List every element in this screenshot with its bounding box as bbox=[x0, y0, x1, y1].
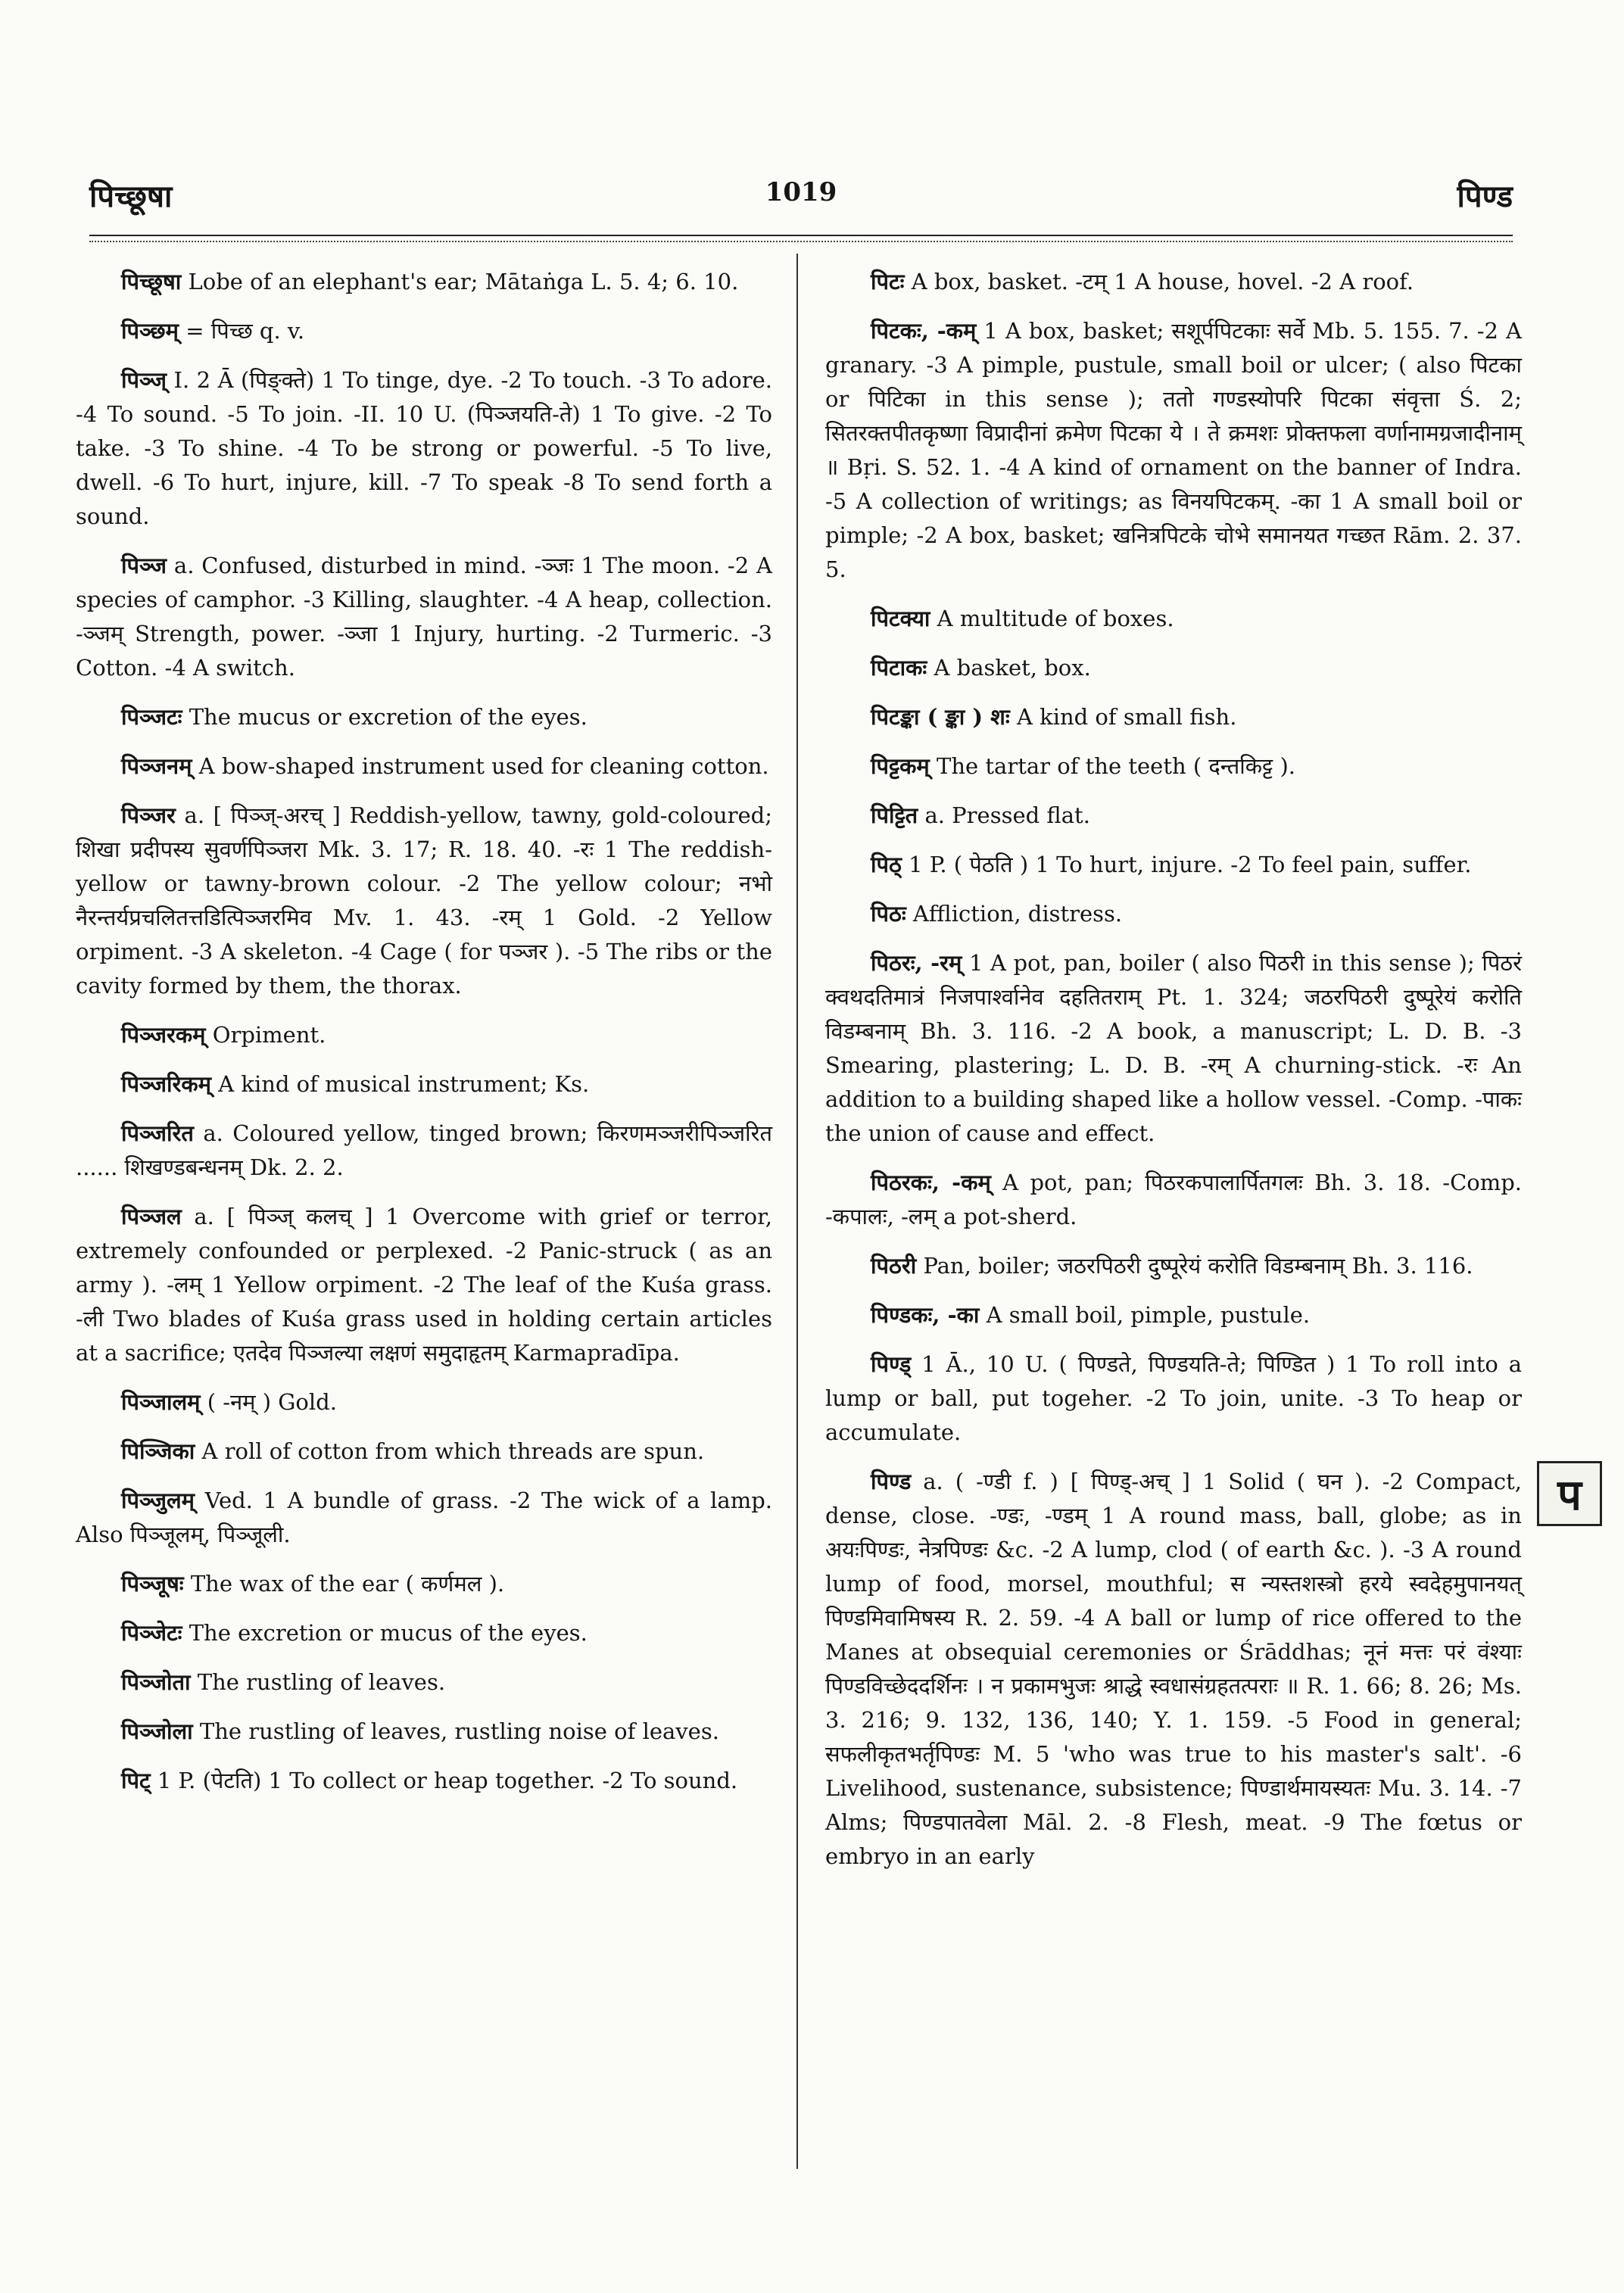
entry-text: a. [ पिञ्ज्-अरच् ] Reddish-yellow, tawny, gold-coloured; शिखा प्रदीपस्य सुवर्णपिञ्जरा Mk. 3. 17; R. 18. 40. -रः 1 The reddish-yellow or tawny-brown colour. -2 The yellow colour; नभो नैरन्तर्यप्रचलितत्तडित्पिञ्जरमिव Mv. 1. 43. -रम् 1 Gold. -2 Yellow orpiment. -3 A skeleton. -4 Cage ( for पञ्जर ). -5 The ribs or the cavity formed by them, the thorax. bbox=[76, 802, 773, 999]
headword: पिञ्जर bbox=[121, 802, 176, 828]
dictionary-entry bbox=[825, 946, 1522, 1151]
dictionary-entry bbox=[76, 1567, 772, 1601]
page-header bbox=[89, 174, 1513, 220]
dictionary-entry bbox=[76, 1616, 772, 1650]
headword: पिञ्जनम् bbox=[121, 753, 192, 779]
dictionary-entry bbox=[825, 1347, 1522, 1450]
headword: पिञ्जिका bbox=[121, 1438, 195, 1464]
headword: पिञ्ज bbox=[121, 553, 167, 578]
entry-text: 1 P. (पेटति) 1 To collect or heap together. -2 To sound. bbox=[157, 1768, 738, 1793]
dictionary-entry bbox=[825, 700, 1522, 734]
entry-text: Ved. 1 A bundle of grass. -2 The wick of a lamp. Also पिञ्जूलम्, पिञ्जूली. bbox=[76, 1488, 772, 1547]
headword: पिञ्जोता bbox=[121, 1669, 191, 1695]
entry-text: Pan, boiler; जठरपिठरी दुष्पूरेयं करोति विडम्बनाम् Bh. 3. 116. bbox=[923, 1253, 1473, 1279]
headword: पिटाकः bbox=[871, 655, 927, 681]
dictionary-entry bbox=[825, 897, 1522, 931]
dictionary-entry bbox=[76, 1067, 772, 1101]
headword: पिण्डकः, -का bbox=[871, 1302, 980, 1328]
dictionary-entry bbox=[76, 314, 772, 348]
headword: पिठरी bbox=[871, 1253, 917, 1279]
entry-text: A basket, box. bbox=[934, 655, 1091, 681]
entry-text: The wax of the ear ( कर्णमल ). bbox=[190, 1571, 505, 1597]
headword: पिठः bbox=[871, 901, 906, 927]
dictionary-entry bbox=[825, 651, 1522, 685]
headword: पिञ्जरकम् bbox=[121, 1022, 206, 1048]
section-thumb-tab: प bbox=[1537, 1461, 1602, 1526]
entry-text: a. [ पिञ्ज् कलच् ] 1 Overcome with grief or terror, extremely confounded or perplexed. -2 Panic-struck ( as an army ). -लम् 1 Yellow orpiment. -2 The leaf of the Kuśa grass. -ली Two blades of Kuśa grass used in holding certain articles at a sacrifice; एतदेव पिञ्जल्या लक्षणं समुदाहृतम् Karmapradīpa. bbox=[76, 1204, 772, 1366]
headword: पिच्छूषा bbox=[121, 269, 182, 294]
dictionary-entry bbox=[76, 363, 772, 534]
entry-text: The mucus or excretion of the eyes. bbox=[189, 704, 588, 730]
headword: पिटकः, -कम् bbox=[871, 318, 977, 344]
entry-text: a. Coloured yellow, tinged brown; किरणमञ्जरीपिञ्जरित ...... शिखण्डबन्धनम् Dk. 2. 2. bbox=[76, 1120, 773, 1180]
dictionary-entry bbox=[825, 1166, 1522, 1234]
dictionary-entry bbox=[825, 1249, 1522, 1283]
headword: पिञ्छम् bbox=[121, 318, 179, 344]
dictionary-entry bbox=[76, 265, 772, 299]
headword: पिञ्जोला bbox=[121, 1718, 193, 1744]
left-column bbox=[76, 265, 772, 1813]
headword: पिञ्जल bbox=[121, 1204, 182, 1229]
headword: पिठ् bbox=[871, 852, 902, 877]
entry-text: = पिच्छ q. v. bbox=[185, 318, 305, 344]
header-left-guideword: पिच्छूषा bbox=[89, 179, 173, 214]
right-column bbox=[825, 265, 1522, 1889]
dictionary-entry bbox=[76, 700, 772, 734]
dictionary-entry bbox=[76, 1018, 772, 1052]
headword: पिञ्जुलम् bbox=[121, 1488, 195, 1513]
dictionary-entry bbox=[825, 602, 1522, 636]
headword: पिञ्जटः bbox=[121, 704, 182, 730]
dictionary-entry bbox=[825, 1298, 1522, 1332]
dictionary-entry bbox=[825, 749, 1522, 784]
headword: पिञ्जूषः bbox=[121, 1571, 184, 1597]
entry-text: Affliction, distress. bbox=[912, 901, 1123, 927]
entry-text: A kind of musical instrument; Ks. bbox=[218, 1071, 590, 1097]
entry-text: The tartar of the teeth ( दन्तकिट्ट ). bbox=[937, 753, 1295, 779]
entry-text: A pot, pan; पिठरकपालार्पितगलः Bh. 3. 18. -Comp. -कपालः, -लम् a pot-sherd. bbox=[825, 1170, 1523, 1229]
entry-text: Orpiment. bbox=[212, 1022, 326, 1048]
entry-text: A kind of small fish. bbox=[1016, 704, 1237, 730]
dictionary-entry bbox=[76, 799, 772, 1003]
headword: पिञ्जालम् bbox=[121, 1389, 201, 1415]
entry-text: A box, basket. -टम् 1 A house, hovel. -2 A roof. bbox=[911, 269, 1414, 294]
headword: पिट् bbox=[121, 1768, 151, 1793]
headword: पिटक्या bbox=[871, 606, 930, 631]
entry-text: Lobe of an elephant's ear; Mātaṅga L. 5. 4; 6. 10. bbox=[188, 269, 739, 294]
entry-text: a. Pressed flat. bbox=[924, 802, 1090, 828]
dictionary-entry bbox=[76, 1484, 772, 1552]
entry-text: a. ( -ण्डी f. ) [ पिण्ड्-अच् ] 1 Solid ( घन ). -2 Compact, dense, close. -ण्डः, -ण्डम् 1 A round mass, ball, globe; as in अयःपिण्डः, नेत्रपिण्डः &c. -2 A lump, clod ( of earth &c. ). -3 A round lump of food, morsel, mouthful; स न्यस्तशस्त्रो हरये स्वदेहमुपानयत् पिण्डमिवामिषस्य R. 2. 59. -4 A ball or lump of rice offered to the Manes at obsequial ceremonies or Śrāddhas; नूनं मत्तः परं वंश्याः पिण्डविच्छेददर्शिनः । न प्रकामभुजः श्राद्धे स्वधासंग्रहतत्पराः ॥ R. 1. 66; 8. 26; Ms. 3. 216; 9. 132, 136, 140; Y. 1. 159. -5 Food in general; सफलीकृतभर्तृपिण्डः M. 5 'who was true to his master's salt'. -6 Livelihood, sustenance, subsistence; पिण्डार्थमायस्यतः Mu. 3. 14. -7 Alms; पिण्डपातवेला Māl. 2. -8 Flesh, meat. -9 The fœtus or embryo in an early bbox=[825, 1469, 1522, 1869]
dictionary-entry bbox=[76, 749, 772, 784]
headword: पिठरकः, -कम् bbox=[871, 1170, 991, 1195]
dictionary-entry bbox=[76, 549, 772, 685]
headword: पिण्ड bbox=[871, 1469, 912, 1494]
dictionary-entry bbox=[825, 1465, 1522, 1874]
entry-text: The excretion or mucus of the eyes. bbox=[189, 1620, 588, 1646]
entry-text: I. 2 Ā (पिङ्क्ते) 1 To tinge, dye. -2 To touch. -3 To adore. -4 To sound. -5 To join. -II. 10 U. (पिञ्जयति-ते) 1 To give. -2 To take. -3 To shine. -4 To be strong or powerful. -5 To live, dwell. -6 To hurt, injure, kill. -7 To speak -8 To send forth a sound. bbox=[76, 367, 773, 529]
entry-text: ( -नम् ) Gold. bbox=[207, 1389, 337, 1415]
entry-text: 1 A pot, pan, boiler ( also पिठरी in this sense ); पिठरं क्वथदतिमात्रं निजपार्श्वानेव दहतितराम् Pt. 1. 324; जठरपिठरी दुष्पूरेयं करोति विडम्बनाम् Bh. 3. 116. -2 A book, a manuscript; L. D. B. -3 Smearing, plastering; L. D. B. -रम् A churning-stick. -रः An addition to a building shaped like a hollow vessel. -Comp. -पाकः the union of cause and effect. bbox=[825, 950, 1523, 1146]
entry-text: A small boil, pimple, pustule. bbox=[986, 1302, 1311, 1328]
dictionary-entry bbox=[76, 1715, 772, 1749]
entry-text: A bow-shaped instrument used for cleaning cotton. bbox=[198, 753, 769, 779]
headword: पिठरः, -रम् bbox=[871, 950, 962, 976]
dictionary-entry bbox=[76, 1385, 772, 1419]
headword: पिट्टित bbox=[871, 802, 918, 828]
headword: पिञ्जेटः bbox=[121, 1620, 182, 1646]
entry-text: The rustling of leaves, rustling noise of leaves. bbox=[199, 1718, 719, 1744]
entry-text: A roll of cotton from which threads are spun. bbox=[201, 1438, 705, 1464]
headword: पिञ्जरित bbox=[121, 1120, 194, 1146]
header-right-guideword: पिण्ड bbox=[1457, 179, 1513, 214]
dictionary-entry bbox=[825, 265, 1522, 299]
entry-text: A multitude of boxes. bbox=[937, 606, 1174, 631]
entry-text: a. Confused, disturbed in mind. -ञ्जः 1 The moon. -2 A species of camphor. -3 Killing, slaughter. -4 A heap, collection. -ञ्जम् Strength, power. -ञ्जा 1 Injury, hurting. -2 Turmeric. -3 Cotton. -4 A switch. bbox=[76, 553, 772, 681]
headword: पिटङ्का ( ङ्का ) शः bbox=[871, 704, 1010, 730]
headword: पिञ्ज् bbox=[121, 367, 167, 393]
headword: पिञ्जरिकम् bbox=[121, 1071, 211, 1097]
column-divider bbox=[796, 254, 798, 2169]
dictionary-entry bbox=[76, 1200, 772, 1370]
dictionary-entry bbox=[825, 314, 1522, 587]
dictionary-entry bbox=[76, 1764, 772, 1798]
dictionary-entry bbox=[825, 799, 1522, 833]
dictionary-entry bbox=[76, 1435, 772, 1469]
entry-text: 1 Ā., 10 U. ( पिण्डते, पिण्डयति-ते; पिण्डित ) 1 To roll into a lump or ball, put togeher. -2 To join, unite. -3 To heap or accumulate. bbox=[825, 1351, 1522, 1445]
entry-text: The rustling of leaves. bbox=[197, 1669, 446, 1695]
dictionary-entry bbox=[76, 1665, 772, 1699]
headword: पिटः bbox=[871, 269, 905, 294]
dictionary-entry bbox=[76, 1117, 772, 1185]
page-number: 1019 bbox=[765, 177, 837, 207]
entry-text: 1 A box, basket; सशूर्पपिटकाः सर्वे Mb. 5. 155. 7. -2 A granary. -3 A pimple, pustule, small boil or ulcer; ( also पिटका or पिटिका in this sense ); ततो गण्डस्योपरि पिटका संवृत्ता Ś. 2; सितरक्तपीतकृष्णा विप्रादीनां क्रमेण पिटका ये । ते क्रमशः प्रोक्तफला वर्णानामग्रजादीनाम् ॥ Bṛi. S. 52. 1. -4 A kind of ornament on the banner of Indra. -5 A collection of writings; as विनयपिटकम्. -का 1 A small boil or pimple; -2 A box, basket; खनित्रपिटके चोभे समानयत गच्छत Rām. 2. 37. 5. bbox=[825, 318, 1522, 582]
headword: पिण्ड् bbox=[871, 1351, 912, 1377]
header-rule bbox=[89, 235, 1513, 242]
headword: पिट्टकम् bbox=[871, 753, 930, 779]
dictionary-entry bbox=[825, 848, 1522, 882]
entry-text: 1 P. ( पेठति ) 1 To hurt, injure. -2 To feel pain, suffer. bbox=[909, 852, 1472, 877]
